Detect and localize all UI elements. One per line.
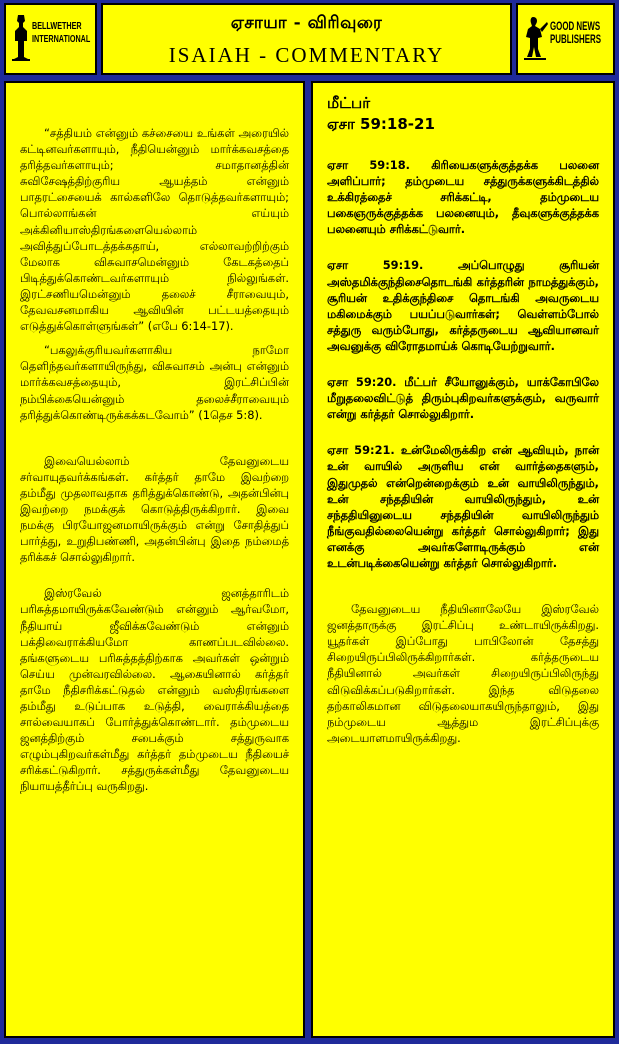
paragraph: இஸ்ரவேல் ஜனத்தாரிடம் பரிசுத்தமாயிருக்கவேண்டும் என்னும் ஆர்வமோ, நீதியாய் ஜீவிக்கவேண்டும் என்னும் பக்திவைராக்கியமோ காணப்படவில்லை. தங்களுடைய பரிசுத்தத்திற்காக அவர்கள் ஒன்றும் செய்ய முன்வரவில்லை. ஆகையினால் கர்த்தர் தாமே நீதிசரிக்கட்டுதல் என்னும் வஸ்திரங்களை தம்மீது உடுப்பாக உடுத்தி, வைராக்கியத்தை சால்வையாகப் போர்த்துக்கொண்டார். தம்முடைய ஜனத்திற்கும் சபைக்கும் சத்துருவாக எழும்புகிறவர்கள்மீது கர்த்தர் தம்முடைய நீதியைச் சரிக்கட்டுகிறார். சத்துருக்கள்மீது தேவனுடைய நியாயத்தீர்ப்பு வருகிறது. [20, 586, 289, 794]
logo-line-1: BELLWETHER [32, 21, 82, 32]
good-news-logo [516, 3, 615, 75]
title-box [101, 3, 512, 75]
logo-line-2: PUBLISHERS [550, 32, 602, 46]
bellwether-logo [4, 3, 97, 75]
section-heading: மீட்பர் [327, 94, 371, 112]
verse: ஏசா 59:19. அப்பொழுது சூரியன் அஸ்தமிக்குந்திசைதொடங்கி கர்த்தரின் நாமத்துக்கும், சூரியன் உதிக்குந்திசை தொடங்கி அவருடைய மகிமைக்கும் பயப்படுவார்கள்; வெள்ளம்போல் சத்துரு வரும்போது, கர்த்தருடைய ஆவியானவர் அவனுக்கு விரோதமாய்க் கொடியேற்றுவார். [327, 258, 599, 353]
title-english: ISAIAH - COMMENTARY [168, 43, 445, 67]
right-column [311, 81, 615, 1038]
header [4, 3, 615, 75]
verse: ஏசா 59:21. உன்மேலிருக்கிற என் ஆவியும், நான் உன் வாயில் அருளிய என் வார்த்தைகளும், இதுமுதல் என்றென்றைக்கும் உன் வாயிலிருந்தும், உன் சந்ததியின் வாயிலிருந்தும், உன் சந்ததியினுடைய சந்ததியின் வாயிலிருந்தும் நீங்குவதில்லையென்று கர்த்தர் சொல்லுகிறார்; இது எனக்கு அவர்களோடிருக்கும் என் உடன்படிக்கையென்று கர்த்தர் சொல்லுகிறார். [327, 443, 599, 570]
verse: ஏசா 59:20. மீட்பர் சீயோனுக்கும், யாக்கோபிலே மீறுதலைவிட்டுத் திரும்புகிறவர்களுக்கும், வருவார் என்று கர்த்தர் சொல்லுகிறார். [327, 375, 599, 422]
bellwether-logo-icon [9, 13, 33, 63]
verse: ஏசா 59:18. கிரியைகளுக்குத்தக்க பலனை அளிப்பார்; தம்முடைய சத்துருக்களுக்கிடத்தில் உக்கிரத்தைச் சரிக்கட்டி, தம்முடைய பகைஞருக்குத்தக்க பலனையும், தீவுகளுக்குத்தக்க பலனையும் சரிக்கட்டுவார். [327, 158, 599, 237]
good-news-logo-text [550, 20, 601, 46]
scripture-reference: ஏசா 59:18-21 [327, 115, 435, 133]
good-news-logo-icon [521, 13, 549, 63]
title-tamil: ஏசாயா - விரிவுரை [230, 13, 383, 33]
commentary-paragraph: தேவனுடைய நீதியினாலேயே இஸ்ரவேல் ஜனத்தாருக்கு இரட்சிப்பு உண்டாயிருக்கிறது. யூதர்கள் இப்போது பாபிலோன் தேசத்து சிறையிருப்பிலிருக்கிறார்கள். கர்த்தருடைய நீதியினால் அவர்கள் சிறையிருப்பிலிருந்து விடுவிக்கப்படுகிறார்கள். இந்த விடுதலை தற்காலிகமான விடுதலையாகயிருந்தாலும், இது நம்முடைய ஆத்தும இரட்சிப்புக்கு அடையாளமாயிருக்கிறது. [327, 602, 599, 745]
paragraph: “பகலுக்குரியவர்களாகிய நாமோ தெளிந்தவர்களாயிருந்து, விசுவாசம் அன்பு என்னும் மார்க்கவசத்தையும், இரட்சிப்பின் நம்பிக்கையென்னும் தலைச்சீராவையும் தரித்துக்கொண்டிருக்கக்கடவோம்” (1தெச 5:8). [20, 343, 289, 422]
paragraph: இவையெல்லாம் தேவனுடைய சர்வாயுதவர்க்கங்கள். கர்த்தர் தாமே இவற்றை தம்மீது முதலாவதாக தரித்துக்கொண்டு, அதன்பின்பு இவற்றை நமக்குக் கொடுத்திருக்கிறார். இவை நமக்கு பிரயோஜனமாயிருக்கும் என்று சோதித்துப் பார்த்து, உறுதிபண்ணி, அதன்பின்பு இதை நம்மைத் தரிக்கச் சொல்லுகிறார். [20, 453, 289, 565]
logo-line-1: GOOD NEWS [550, 19, 601, 33]
logo-line-2: INTERNATIONAL [32, 34, 91, 45]
bellwether-logo-text [32, 20, 90, 46]
left-column [4, 81, 305, 1038]
paragraph: “சத்தியம் என்னும் கச்சையை உங்கள் அரையில் கட்டினவர்களாயும், நீதியென்னும் மார்க்கவசத்தை தரித்தவர்களாயும்; சமாதானத்தின் சுவிசேஷத்திற்குரிய ஆயத்தம் என்னும் பாதரட்சையைக் கால்களிலே தொடுத்தவர்களாயும்; பொல்லாங்கன் எய்யும் அக்கினியாஸ்திரங்களையெல்லாம் அவித்துப்போடத்தக்கதாய், எல்லாவற்றிற்கும் மேலாக விசுவாசமென்னும் கேடகத்தைப் பிடித்துக்கொண்டவர்களாயும் நில்லுங்கள். இரட்சணியமென்னும் தலைச் சீராவையும், தேவவசனமாகிய ஆவியின் பட்டயத்தையும் எடுத்துக்கொள்ளுங்கள்” (எபே 6:14-17). [20, 126, 289, 334]
